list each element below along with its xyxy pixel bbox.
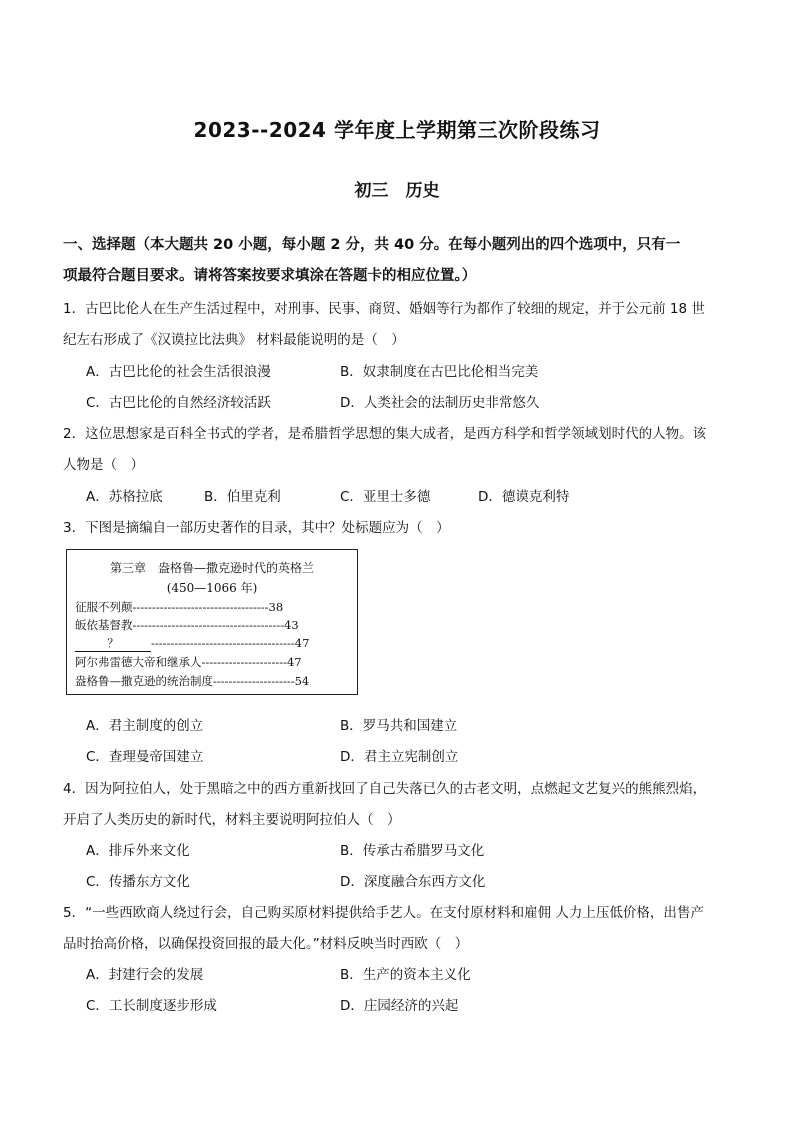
toc-row: 皈依基督教---------------------------------------43 xyxy=(75,618,299,632)
question-4-stem-line1: 4．因为阿拉伯人，处于黑暗之中的西方重新找回了自己失落已久的古老文明，点燃起文艺复兴的熊熊烈焰， xyxy=(63,781,707,797)
question-1-stem-line2: 纪左右形成了《汉谟拉比法典》 材料最能说明的是（ ） xyxy=(63,332,405,348)
question-5-option-c: C．工长制度逐步形成 xyxy=(86,998,217,1014)
section-instruction-line2: 项最符合题目要求。请将答案按要求填涂在答题卡的相应位置。） xyxy=(63,268,477,284)
page-title: 2023--2024 学年度上学期第三次阶段练习 xyxy=(193,118,601,142)
table-of-contents-figure xyxy=(66,549,358,695)
question-3-stem: 3．下图是摘编自一部历史著作的目录，其中？处标题应为（ ） xyxy=(63,520,450,536)
question-1-option-d: D．人类社会的法制历史非常悠久 xyxy=(340,395,540,411)
question-4-stem-line2: 开启了人类历史的新时代，材料主要说明阿拉伯人（ ） xyxy=(63,812,401,828)
toc-years: (450—1066 年) xyxy=(166,581,258,595)
question-5-option-a: A．封建行会的发展 xyxy=(86,967,204,983)
question-5-stem-line2: 品时抬高价格，以确保投资回报的最大化。”材料反映当时西欧（ ） xyxy=(63,936,469,952)
question-2-option-b: B．伯里克利 xyxy=(204,489,281,505)
question-1-option-a: A．古巴比伦的社会生活很浪漫 xyxy=(86,364,271,380)
toc-blank-question-mark: ？ xyxy=(75,635,151,652)
toc-row-blank-leader: -------------------------------------47 xyxy=(151,636,310,650)
question-3-option-d: D．君主立宪制创立 xyxy=(340,749,459,765)
section-instruction-line1: 一、选择题（本大题共 20 小题，每小题 2 分，共 40 分。在每小题列出的四个选项中，只有一 xyxy=(63,237,681,253)
toc-row-blank xyxy=(75,635,309,652)
question-5-option-b: B．生产的资本主义化 xyxy=(340,967,471,983)
question-2-stem-line1: 2．这位思想家是百科全书式的学者，是希腊哲学思想的集大成者，是西方科学和哲学领域划时代的人物。该 xyxy=(63,426,707,442)
question-1-option-c: C．古巴比伦的自然经济较活跃 xyxy=(86,395,271,411)
toc-row: 阿尔弗雷德大帝和继承人----------------------47 xyxy=(75,655,302,669)
question-4-option-b: B．传承古希腊罗马文化 xyxy=(340,843,485,859)
question-3-option-c: C．查理曼帝国建立 xyxy=(86,749,204,765)
question-4-option-a: A．排斥外来文化 xyxy=(86,843,190,859)
question-3-option-a: A．君主制度的创立 xyxy=(86,718,204,734)
toc-row: 盎格鲁—撒克逊的统治制度---------------------54 xyxy=(75,674,310,688)
toc-chapter-title: 第三章 盎格鲁—撒克逊时代的英格兰 xyxy=(109,561,314,575)
question-4-option-c: C．传播东方文化 xyxy=(86,874,190,890)
page-subtitle: 初三 历史 xyxy=(354,181,440,201)
question-5-stem-line1: 5．“一些西欧商人绕过行会，自己购买原材料提供给手艺人。在支付原材料和雇佣 人力上压低价格，出售产 xyxy=(63,905,704,921)
question-4-option-d: D．深度融合东西方文化 xyxy=(340,874,486,890)
question-2-option-a: A．苏格拉底 xyxy=(86,489,163,505)
question-1-option-b: B．奴隶制度在古巴比伦相当完美 xyxy=(340,364,539,380)
question-2-option-c: C．亚里士多德 xyxy=(340,489,431,505)
question-1-stem-line1: 1．古巴比伦人在生产生活过程中，对刑事、民事、商贸、婚姻等行为都作了较细的规定，并于公元前 18 世 xyxy=(63,301,705,317)
question-3-option-b: B．罗马共和国建立 xyxy=(340,718,458,734)
toc-row: 征服不列颠-----------------------------------38 xyxy=(75,600,284,614)
question-2-stem-line2: 人物是（ ） xyxy=(63,457,144,473)
question-2-option-d: D．德谟克利特 xyxy=(478,489,570,505)
question-5-option-d: D．庄园经济的兴起 xyxy=(340,998,459,1014)
